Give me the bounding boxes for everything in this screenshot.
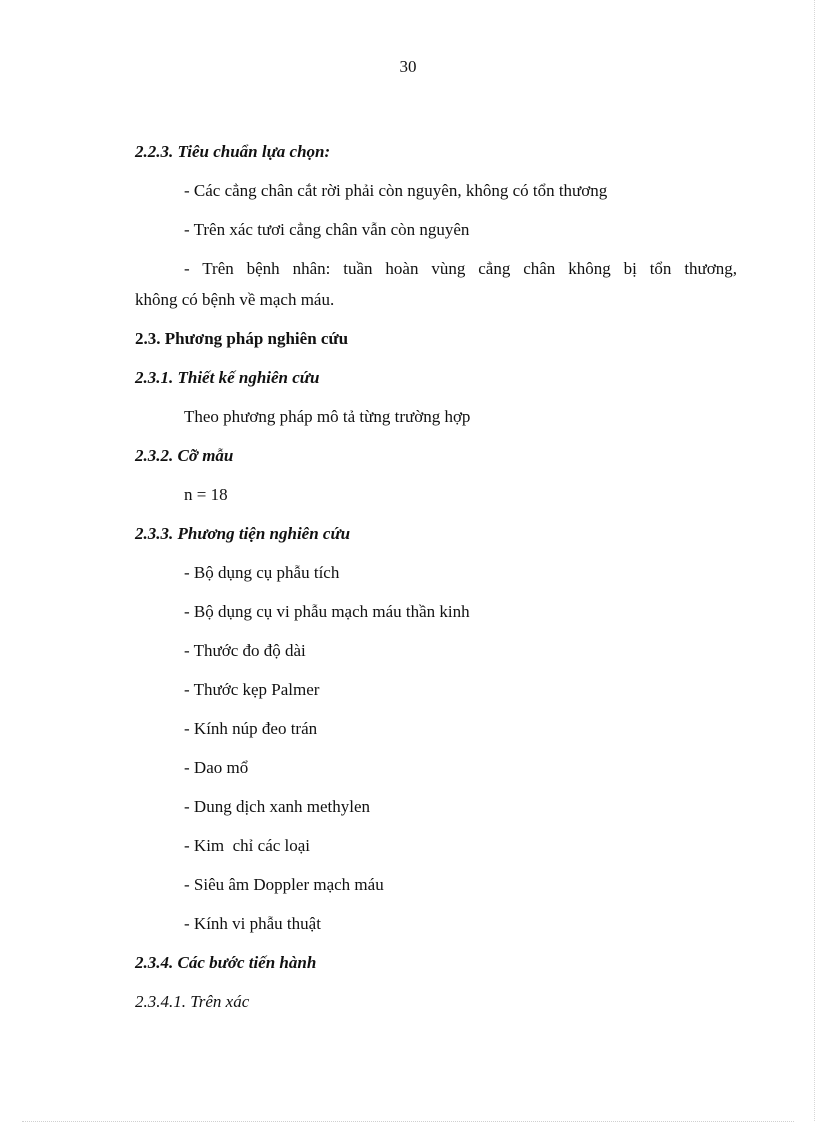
subsection-heading-tools: 2.3.3. Phương tiện nghiên cứu (135, 524, 351, 543)
subsection-heading-design: 2.3.1. Thiết kế nghiên cứu (135, 368, 320, 387)
tools-list-item: - Siêu âm Doppler mạch máu (184, 875, 384, 894)
criteria-item: - Các cẳng chân cắt rời phải còn nguyên, không có tổn thương (184, 181, 608, 200)
subsection-heading-sample: 2.3.2. Cỡ mẫu (135, 446, 234, 465)
sample-text: n = 18 (184, 485, 228, 504)
tools-list-item: - Thước đo độ dài (184, 641, 306, 660)
tools-list-item: - Kính vi phẫu thuật (184, 914, 321, 933)
page-edge-bottom (22, 1121, 794, 1122)
criteria-patient-line: - Trên bệnh nhân: tuần hoàn vùng cẳng chân không bị tổn thương, (184, 259, 737, 278)
page-number: 30 (399, 57, 417, 76)
criteria-patient-continuation: không có bệnh về mạch máu. (135, 290, 335, 309)
page-edge-right (814, 0, 815, 1121)
subsection-heading-steps: 2.3.4. Các bước tiến hành (135, 953, 317, 972)
tools-list-item: - Kim chỉ các loại (184, 836, 311, 855)
section-heading-methods: 2.3. Phương pháp nghiên cứu (135, 329, 349, 348)
design-text: Theo phương pháp mô tả từng trường hợp (184, 407, 471, 426)
tools-list-item: - Bộ dụng cụ vi phẫu mạch máu thần kinh (184, 602, 470, 621)
tools-list-item: - Dao mổ (184, 758, 249, 777)
criteria-item: - Trên xác tươi cẳng chân vẫn còn nguyên (184, 220, 470, 239)
tools-list-item: - Bộ dụng cụ phẫu tích (184, 563, 340, 582)
subsection-heading-cadaver: 2.3.4.1. Trên xác (135, 992, 250, 1011)
tools-list-item: - Thước kẹp Palmer (184, 680, 320, 699)
tools-list-item: - Dung dịch xanh methylen (184, 797, 371, 816)
document-body (135, 140, 737, 1029)
section-heading-selection-criteria: 2.2.3. Tiêu chuẩn lựa chọn: (135, 142, 331, 161)
tools-list-item: - Kính núp đeo trán (184, 719, 318, 738)
